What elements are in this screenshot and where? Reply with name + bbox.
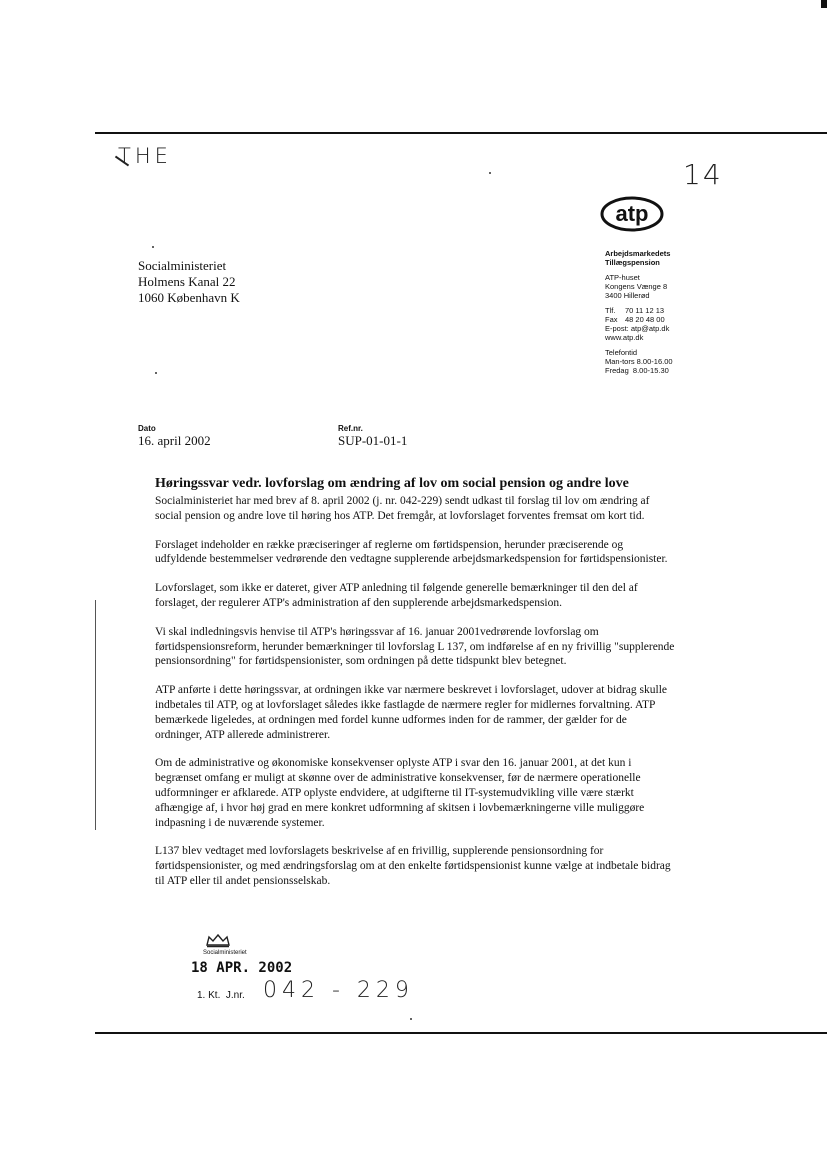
stamp-date: 18 APR. 2002 xyxy=(191,960,293,976)
sender-phone-row xyxy=(605,306,673,315)
recipient-address xyxy=(138,258,240,306)
letter-body xyxy=(155,494,675,903)
phone-number: 70 11 12 13 xyxy=(625,306,665,315)
scan-speck xyxy=(152,246,154,248)
scan-speck xyxy=(155,372,157,374)
reference-number: SUP-01-01-1 xyxy=(338,433,408,448)
letter-subject: Høringssvar vedr. lovforslag om ændring af lov om social pension og andre love xyxy=(155,476,629,491)
sender-fax-row xyxy=(605,315,673,324)
body-paragraph: L137 blev vedtaget med lovforslagets beskrivelse af en frivillig, supplerende pensionsordning for førtidspensionister, og med ændringsforslag om at den enkelte førtidspensionist kunne vælge at indbetale bidrag til ATP eller til andet pensionsselskab. xyxy=(155,845,671,887)
sender-web: www.atp.dk xyxy=(605,333,644,342)
sender-street: Kongens Vænge 8 xyxy=(605,282,668,291)
body-paragraph: Lovforslaget, som ikke er dateret, giver ATP anledning til følgende generelle bemærkninger til den del af forslaget, der regulerer ATP's administration af den supplerende arbejdsmarkedspension. xyxy=(155,582,638,609)
reference-label: Ref.nr. xyxy=(338,424,363,433)
scan-speck xyxy=(410,1018,412,1020)
fax-label: Fax xyxy=(605,315,618,324)
received-stamp xyxy=(185,932,425,1012)
recipient-name: Socialministeriet xyxy=(138,258,227,273)
document-border-left xyxy=(95,600,96,830)
atp-logo xyxy=(600,196,664,232)
handwritten-page-number: 14 xyxy=(683,158,723,191)
letter-date: 16. april 2002 xyxy=(138,433,211,448)
date-label: Dato xyxy=(138,424,156,433)
body-paragraph: Vi skal indledningsvis henvise til ATP's høringssvar af 16. januar 2001vedrørende lovforslag om førtidspensionsreform, herunder bemærkninger til lovforslag L 137, om indførelse af en ny frivillig "supplerende pensionsordning" for førtidspensionister, som ordningen på dette tidspunkt blev betegnet. xyxy=(155,625,675,668)
stamp-journal-number: 042 - 229 xyxy=(263,978,414,1003)
scan-speck xyxy=(489,172,491,174)
body-paragraph: Om de administrative og økonomiske konsekvenser oplyste ATP i svar den 16. januar 2001, at det kun i begrænset omfang er muligt at skønne over de administrative konsekvenser, før de nærmere operationelle udformninger er afklarede. ATP oplyste endvidere, at udgifterne til IT-systemudvikling ville være stærkt afhængige af, i hvor høj grad en mere konkret udformning af skitsen i lovbemærkningerne ville muliggøre indpasning i de nuværende systemer. xyxy=(155,757,645,829)
crown-icon xyxy=(203,932,233,948)
recipient-street: Holmens Kanal 22 xyxy=(138,274,236,289)
fax-number: 48 20 48 00 xyxy=(625,315,665,324)
document-border-bottom xyxy=(95,1032,827,1034)
stamp-journal-label: 1. Kt. J.nr. xyxy=(197,990,245,1001)
recipient-city: 1060 København K xyxy=(138,290,240,305)
sender-building: ATP-huset xyxy=(605,273,640,282)
sender-org-line2: Tillægspension xyxy=(605,258,660,267)
sender-email: E-post: atp@atp.dk xyxy=(605,324,670,333)
hours-friday: Fredag 8.00-15.30 xyxy=(605,366,669,375)
scan-mark xyxy=(821,0,827,8)
body-paragraph: ATP anførte i dette høringssvar, at ordningen ikke var nærmere beskrevet i lovforslaget, udover at bidrag skulle indbetales til ATP, og at lovforslaget således ikke fastlagde de nærmere regler for midlernes forvaltning. ATP bemærkede ligeledes, at ordningen med fordel kunne udformes inden for de rammer, der gælder for de ordninger, ATP allerede administrerer. xyxy=(155,684,667,741)
sender-address-block xyxy=(605,249,673,375)
sender-city: 3400 Hillerød xyxy=(605,291,650,300)
logo-text: atp xyxy=(615,201,649,226)
document-border-top xyxy=(95,132,827,134)
hours-label: Telefontid xyxy=(605,348,638,357)
stamp-organization: Socialministeriet xyxy=(203,950,247,956)
sender-org-line1: Arbejdsmarkedets xyxy=(605,249,671,258)
phone-label: Tlf. xyxy=(605,306,616,315)
hours-weekdays: Man-tors 8.00-16.00 xyxy=(605,357,673,366)
handwritten-note: THE xyxy=(118,144,172,168)
body-paragraph: Socialministeriet har med brev af 8. april 2002 (j. nr. 042-229) sendt udkast til forslag til lov om ændring af social pension og andre love til høring hos ATP. Det fremgår, at lovforslaget forventes fremsat om kort tid. xyxy=(155,495,650,522)
body-paragraph: Forslaget indeholder en række præciseringer af reglerne om førtidspension, herunder præciserende og udfyldende bestemmelser vedrørende den vedtagne supplerende arbejdsmarkedspension for førtidspensionister. xyxy=(155,538,668,566)
